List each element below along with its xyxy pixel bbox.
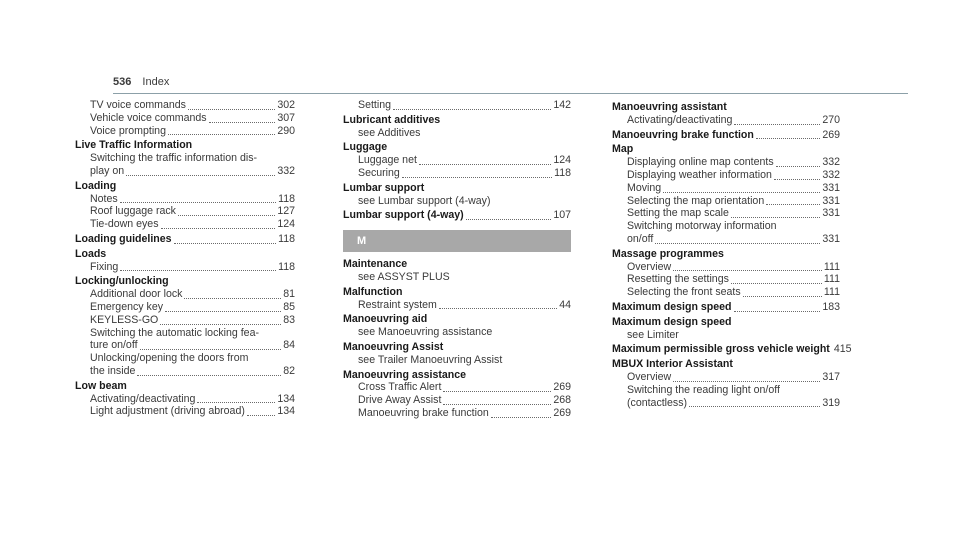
entry-text: Resetting the settings xyxy=(627,273,729,286)
page-reference[interactable]: 319 xyxy=(822,396,840,409)
index-column-2 xyxy=(343,99,571,420)
index-letter-heading: M xyxy=(343,230,571,252)
entry-text: Setting xyxy=(358,99,391,111)
index-heading: Locking/unlocking xyxy=(75,275,169,288)
index-subentry xyxy=(75,165,295,178)
leader-dots xyxy=(673,261,822,271)
leader-dots xyxy=(731,208,820,218)
entry-text: Activating/deactivating xyxy=(90,392,196,405)
entry-text: TV voice commands xyxy=(90,99,186,111)
index-heading-entry xyxy=(612,301,840,314)
leader-dots xyxy=(209,113,276,123)
entry-text: (contactless) xyxy=(627,396,688,409)
entry-text: Loading guidelines xyxy=(75,232,172,245)
page-reference[interactable]: 183 xyxy=(822,300,840,313)
index-subentry xyxy=(75,99,295,112)
index-subentry xyxy=(75,112,295,125)
index-heading: Maintenance xyxy=(343,258,408,271)
entry-text: Activating/deactivating xyxy=(627,113,733,126)
index-subentry xyxy=(612,114,840,127)
index-heading: Malfunction xyxy=(343,285,403,298)
entry-text: Overview xyxy=(627,370,672,383)
index-subentry xyxy=(75,205,295,218)
page-reference[interactable]: 331 xyxy=(822,232,840,245)
index-subentry xyxy=(612,169,840,182)
index-subentry xyxy=(343,407,571,420)
page-reference[interactable]: 332 xyxy=(277,164,295,177)
leader-dots xyxy=(140,340,282,350)
leader-dots xyxy=(743,287,822,297)
index-subentry: see ASSYST PLUS xyxy=(358,270,450,283)
leader-dots xyxy=(168,125,275,135)
index-subentry xyxy=(75,314,295,327)
leader-dots xyxy=(443,382,551,392)
leader-dots xyxy=(161,219,276,229)
page-reference[interactable]: 107 xyxy=(553,209,571,222)
leader-dots xyxy=(439,299,557,309)
page-reference[interactable]: 81 xyxy=(283,288,295,301)
index-subentry xyxy=(343,99,571,112)
page-reference[interactable]: 118 xyxy=(278,232,295,245)
index-subentry xyxy=(75,288,295,301)
page-number: 536 xyxy=(113,76,132,88)
leader-dots xyxy=(734,115,820,125)
entry-text: Drive Away Assist xyxy=(358,394,442,407)
page-reference[interactable]: 331 xyxy=(822,181,840,194)
page-reference[interactable]: 317 xyxy=(822,370,840,383)
entry-text: Manoeuvring brake function xyxy=(358,406,489,419)
index-subentry xyxy=(612,273,840,286)
index-subentry xyxy=(343,154,571,167)
entry-text: KEYLESS-GO xyxy=(90,313,159,326)
leader-dots xyxy=(165,302,281,312)
index-subentry xyxy=(343,394,571,407)
index-subentry: see Trailer Manoeuvring Assist xyxy=(358,353,503,366)
leader-dots xyxy=(197,393,275,403)
leader-dots xyxy=(491,408,552,418)
index-subentry xyxy=(75,261,295,274)
index-subentry xyxy=(75,339,295,352)
index-subentry xyxy=(75,365,295,378)
page-reference[interactable]: 302 xyxy=(277,99,295,111)
leader-dots xyxy=(689,397,820,407)
page-reference[interactable]: 332 xyxy=(822,168,840,181)
index-heading: Manoeuvring Assist xyxy=(343,340,444,353)
index-subentry: Switching the automatic locking fea- xyxy=(90,326,259,339)
page-reference[interactable]: 269 xyxy=(553,381,571,394)
leader-dots xyxy=(174,234,277,244)
entry-text: Selecting the front seats xyxy=(627,286,741,299)
index-subentry xyxy=(343,167,571,180)
page-reference[interactable]: 124 xyxy=(277,218,295,231)
index-heading: Loads xyxy=(75,247,107,260)
page-reference[interactable]: 83 xyxy=(283,313,295,326)
leader-dots xyxy=(120,261,276,271)
entry-text: Fixing xyxy=(90,260,119,273)
page-reference[interactable]: 127 xyxy=(277,205,295,218)
leader-dots xyxy=(663,183,820,193)
header-divider xyxy=(113,93,908,94)
page-reference[interactable]: 118 xyxy=(554,166,571,179)
entry-text: Manoeuvring brake function xyxy=(612,128,754,141)
entry-text: Displaying weather information xyxy=(627,168,772,181)
index-heading: Low beam xyxy=(75,379,127,392)
page-reference[interactable]: 44 xyxy=(559,298,571,311)
index-subentry: Switching motorway information xyxy=(627,220,777,233)
index-subentry: see Manoeuvring assistance xyxy=(358,326,493,339)
entry-text: Luggage net xyxy=(358,154,417,167)
entry-text: Restraint system xyxy=(358,298,437,311)
index-heading: Luggage xyxy=(343,141,388,154)
leader-dots xyxy=(419,155,551,165)
index-subentry: Switching the traffic information dis- xyxy=(90,152,258,165)
index-heading: MBUX Interior Assistant xyxy=(612,358,733,371)
entry-text: Emergency key xyxy=(90,300,164,313)
page-reference[interactable]: 290 xyxy=(277,124,295,137)
entry-text: Additional door lock xyxy=(90,288,183,301)
entry-text: Overview xyxy=(627,260,672,273)
entry-text: Securing xyxy=(358,166,400,179)
index-heading: Map xyxy=(612,143,634,156)
entry-text: Moving xyxy=(627,181,662,194)
page-reference[interactable]: 111 xyxy=(823,286,840,299)
index-subentry xyxy=(612,286,840,299)
section-title: Index xyxy=(142,76,170,88)
entry-text: Cross Traffic Alert xyxy=(358,381,442,394)
index-subentry xyxy=(612,371,840,384)
index-heading: Live Traffic Information xyxy=(75,139,193,152)
page-reference[interactable]: 85 xyxy=(283,300,295,313)
index-heading: Maximum design speed xyxy=(612,315,732,328)
entry-text: on/off xyxy=(627,232,654,245)
index-heading: Lubricant additives xyxy=(343,113,441,126)
leader-dots xyxy=(766,195,820,205)
index-subentry xyxy=(75,301,295,314)
leader-dots xyxy=(126,166,275,176)
index-heading: Manoeuvring assistant xyxy=(612,101,727,113)
entry-text: Voice prompting xyxy=(90,124,166,137)
page-reference[interactable]: 134 xyxy=(277,405,295,418)
leader-dots xyxy=(443,395,551,405)
index-subentry xyxy=(75,193,295,206)
index-subentry xyxy=(612,207,840,220)
leader-dots xyxy=(402,168,552,178)
leader-dots xyxy=(734,302,821,312)
page-reference[interactable]: 270 xyxy=(822,113,840,126)
index-heading: Massage programmes xyxy=(612,247,724,260)
index-heading: Loading xyxy=(75,179,117,192)
entry-text: the inside xyxy=(90,364,136,377)
index-subentry xyxy=(612,233,840,246)
index-heading: Manoeuvring aid xyxy=(343,313,428,326)
page-header xyxy=(113,76,169,88)
index-heading: Lumbar support xyxy=(343,181,425,194)
index-subentry xyxy=(75,218,295,231)
page-reference[interactable]: 84 xyxy=(283,339,295,352)
leader-dots xyxy=(137,366,281,376)
page-reference[interactable]: 268 xyxy=(553,394,571,407)
leader-dots xyxy=(673,372,820,382)
leader-dots xyxy=(731,274,822,284)
index-heading-entry xyxy=(612,343,852,356)
page-reference[interactable]: 118 xyxy=(278,260,295,273)
leader-dots xyxy=(188,100,275,110)
leader-dots xyxy=(184,289,281,299)
entry-text: Light adjustment (driving abroad) xyxy=(90,405,245,418)
page-reference[interactable]: 111 xyxy=(823,273,840,286)
index-subentry xyxy=(612,156,840,169)
index-subentry xyxy=(343,299,571,312)
leader-dots xyxy=(160,315,281,325)
index-subentry: see Lumbar support (4-way) xyxy=(358,194,491,207)
index-subentry xyxy=(612,261,840,274)
entry-text: Lumbar support (4-way) xyxy=(343,209,464,222)
index-subentry xyxy=(75,393,295,406)
page-reference[interactable]: 332 xyxy=(822,156,840,169)
entry-text: Selecting the map orientation xyxy=(627,194,765,207)
index-column-1 xyxy=(75,99,295,418)
entry-text: Tie-down eyes xyxy=(90,218,159,231)
page-reference[interactable]: 331 xyxy=(822,207,840,220)
entry-text: play on xyxy=(90,164,125,177)
entry-text: Maximum design speed xyxy=(612,300,732,313)
index-subentry xyxy=(75,125,295,138)
leader-dots xyxy=(120,193,276,203)
leader-dots xyxy=(178,206,275,216)
page-reference[interactable]: 415 xyxy=(833,343,852,356)
index-heading-entry xyxy=(612,129,840,142)
page-reference[interactable]: 269 xyxy=(822,128,840,141)
page-reference[interactable]: 307 xyxy=(277,111,295,124)
index-subentry xyxy=(612,182,840,195)
entry-text: Roof luggage rack xyxy=(90,205,176,218)
index-subentry xyxy=(612,397,840,410)
entry-text: Displaying online map contents xyxy=(627,156,774,169)
leader-dots xyxy=(774,170,820,180)
entry-text: Notes xyxy=(90,192,118,205)
entry-text: Setting the map scale xyxy=(627,207,729,220)
index-subentry xyxy=(343,381,571,394)
page-reference[interactable]: 118 xyxy=(278,192,295,205)
page-reference[interactable]: 142 xyxy=(553,99,571,111)
index-heading-entry xyxy=(75,233,295,246)
index-heading-entry xyxy=(343,209,571,222)
entry-text: Maximum permissible gross vehicle weight xyxy=(612,343,830,356)
leader-dots xyxy=(756,129,820,139)
entry-text: Vehicle voice commands xyxy=(90,111,207,124)
page-reference[interactable]: 331 xyxy=(822,194,840,207)
page-reference[interactable]: 124 xyxy=(553,154,571,167)
page-reference[interactable]: 111 xyxy=(823,260,840,273)
page-reference[interactable]: 134 xyxy=(277,392,295,405)
index-subentry xyxy=(612,195,840,208)
page-reference[interactable]: 269 xyxy=(553,406,571,419)
entry-text: ture on/off xyxy=(90,339,138,352)
leader-dots xyxy=(655,234,820,244)
leader-dots xyxy=(247,406,275,416)
leader-dots xyxy=(466,210,552,220)
page-reference[interactable]: 82 xyxy=(283,364,295,377)
index-subentry xyxy=(75,405,295,418)
index-subentry: Unlocking/opening the doors from xyxy=(90,352,249,365)
index-subentry: Switching the reading light on/off xyxy=(627,383,780,396)
index-subentry: see Additives xyxy=(358,126,421,139)
index-column-3 xyxy=(612,99,852,409)
leader-dots xyxy=(393,100,551,110)
index-subentry: see Limiter xyxy=(627,328,679,341)
leader-dots xyxy=(776,157,821,167)
index-heading: Manoeuvring assistance xyxy=(343,368,467,381)
